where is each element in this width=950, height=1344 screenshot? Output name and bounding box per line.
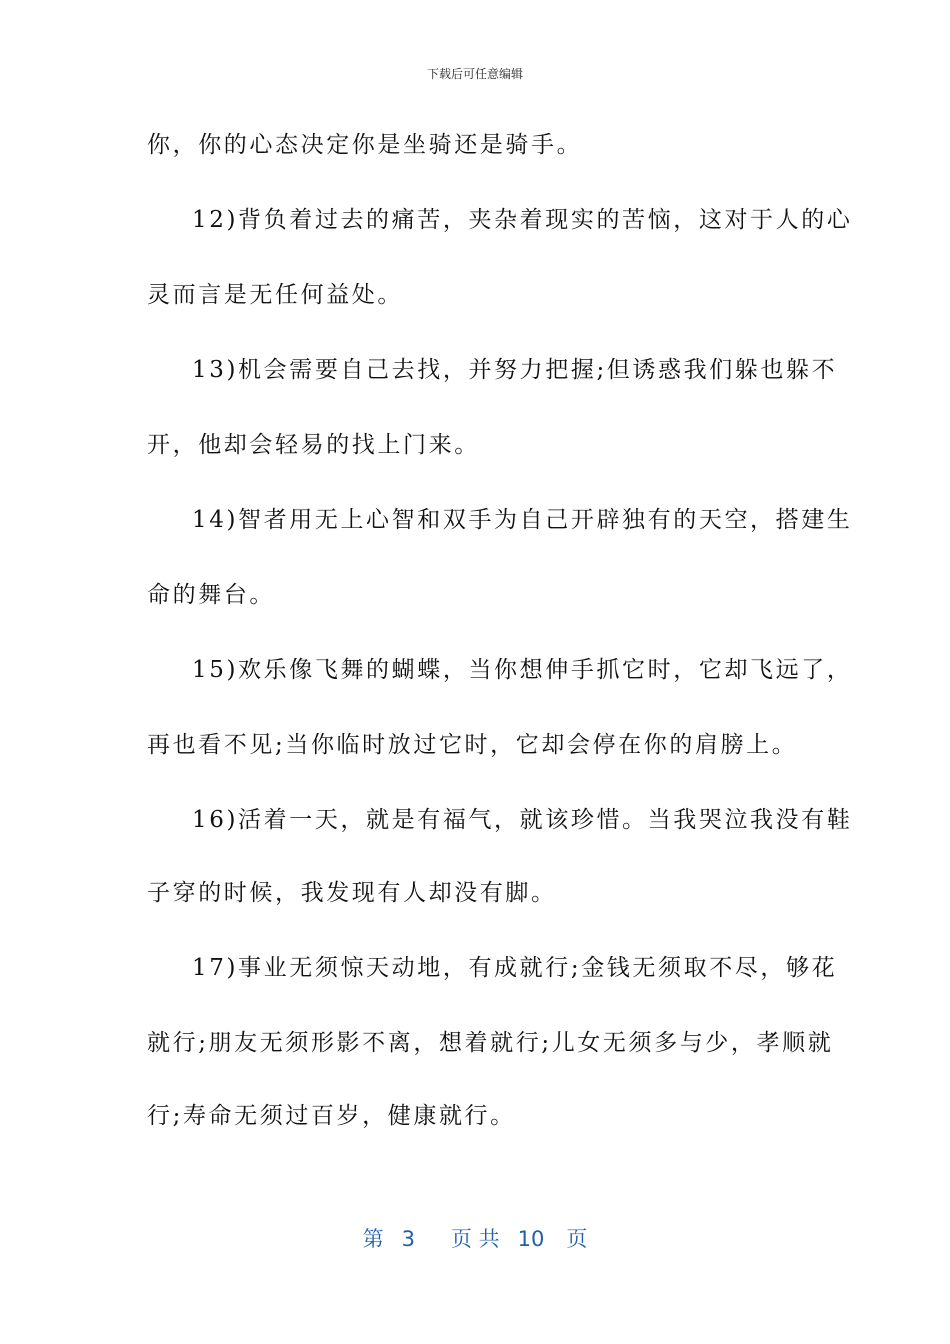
text-line: 14)智者用无上心智和双手为自己开辟独有的天空，搭建生 <box>192 507 853 533</box>
text-line: 命的舞台。 <box>147 582 275 608</box>
text-line: 再也看不见;当你临时放过它时，它却会停在你的肩膀上。 <box>147 732 798 758</box>
text-line: 12)背负着过去的痛苦，夹杂着现实的苦恼，这对于人的心 <box>192 207 853 233</box>
text-line: 16)活着一天，就是有福气，就该珍惜。当我哭泣我没有鞋 <box>192 807 853 833</box>
text-line: 灵而言是无任何益处。 <box>147 282 403 308</box>
footer-suffix: 页 <box>566 1227 588 1251</box>
total-page-count: 10 <box>517 1227 545 1251</box>
text-line: 你，你的心态决定你是坐骑还是骑手。 <box>147 132 583 158</box>
text-line: 子穿的时候，我发现有人却没有脚。 <box>147 880 557 906</box>
text-line: 17)事业无须惊天动地，有成就行;金钱无须取不尽，够花 <box>192 955 838 981</box>
footer-middle: 页 共 <box>450 1227 500 1251</box>
text-line: 开，他却会轻易的找上门来。 <box>147 432 480 458</box>
page-number-footer <box>0 1225 950 1253</box>
current-page-number: 3 <box>401 1227 415 1251</box>
page-header-note: 下载后可任意编辑 <box>426 67 523 81</box>
footer-prefix: 第 <box>362 1227 384 1251</box>
text-line: 就行;朋友无须形影不离，想着就行;儿女无须多与少，孝顺就 <box>147 1030 834 1056</box>
text-line: 15)欢乐像飞舞的蝴蝶，当你想伸手抓它时，它却飞远了， <box>192 657 853 683</box>
text-line: 行;寿命无须过百岁，健康就行。 <box>147 1103 516 1129</box>
text-line: 13)机会需要自己去找，并努力把握;但诱惑我们躲也躲不 <box>192 357 838 383</box>
